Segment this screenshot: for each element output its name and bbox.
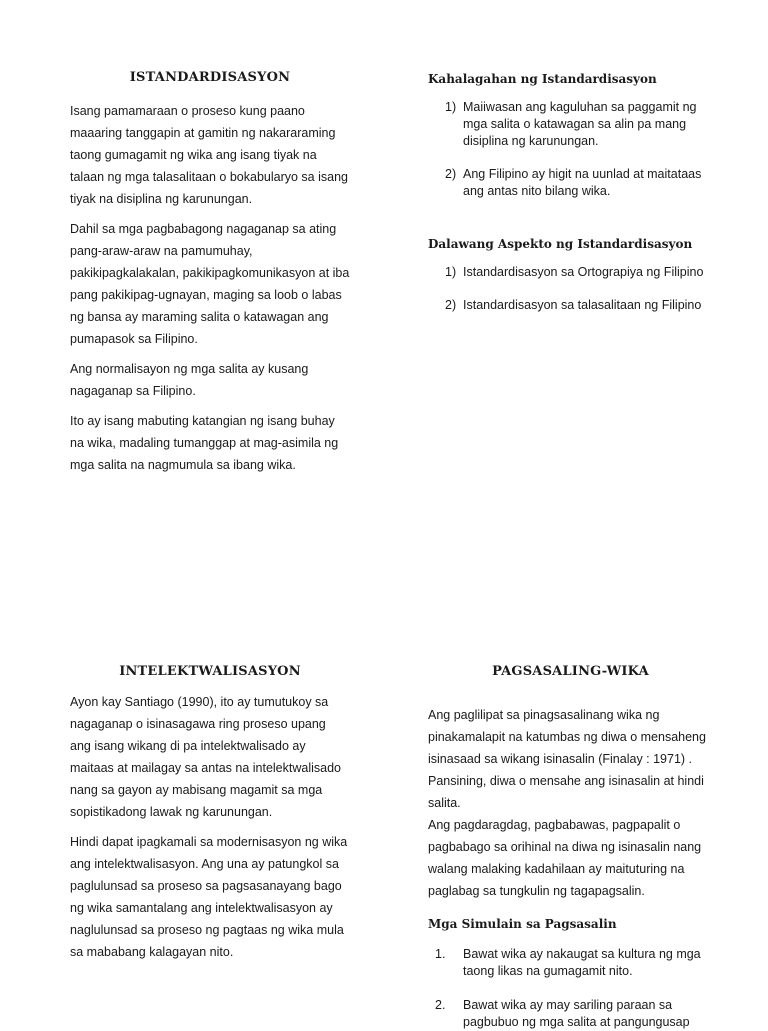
list-number: 1) — [445, 265, 457, 279]
istandardisasyon-paragraph-1: Isang pamamaraan o proseso kung paano maaaring tanggapin at gamitin ng nakararaming taong gumagamit ng wika ang isang tiyak na talaan ng mga talasalitaan o bokabularyo sa isang tiyak na disiplina ng karunungan. — [70, 104, 348, 206]
list-item-text: Istandardisasyon sa talasalitaan ng Filipino — [463, 298, 702, 312]
intelektwalisasyon-title: INTELEKTWALISASYON — [119, 664, 301, 679]
list-item-text: Maiiwasan ang kaguluhan sa paggamit ng mga salita o katawagan sa alin pa mang disiplina ng karunungan. — [463, 100, 697, 148]
list-number: 2. — [435, 998, 446, 1012]
intelektwalisasyon-paragraph-1: Ayon kay Santiago (1990), ito ay tumutukoy sa nagaganap o isinasagawa ring proseso upang ang isang wikang di pa intelektwalisado ay maitaas at mailagay sa antas na intelektwalisado nang sa gayon ay mabisang magamit sa mga sopistikadong lawak ng karunungan. — [70, 695, 341, 819]
pagsasaling-wika-paragraph-2: Ang pagdaragdag, pagbabawas, pagpapalit o pagbabago sa orihinal na diwa ng isinasalin nang walang malaking kadahilaan ay maituturing na paglabag sa tungkulin ng tagapagsalin. — [428, 818, 702, 898]
simulain-title: Mga Simulain sa Pagsasalin — [428, 917, 617, 931]
kahalagahan-section — [428, 72, 713, 200]
aspekto-section — [428, 237, 713, 314]
list-item-text: Istandardisasyon sa Ortograpiya ng Filipino — [463, 265, 704, 279]
pagsasaling-wika-section — [428, 664, 713, 910]
istandardisasyon-section — [70, 70, 350, 484]
simulain-section — [428, 917, 713, 1031]
list-item-text: Ang Filipino ay higit na uunlad at maitataas ang antas nito bilang wika. — [463, 167, 702, 198]
istandardisasyon-paragraph-2: Dahil sa mga pagbabagong nagaganap sa ating pang-araw-araw na pamumuhay, pakikipagkalakalan, pakikipagkomunikasyon at iba pang pakikipag-ugnayan, maging sa loob o labas ng bansa ay maraming salita o katawagan ang pumapasok sa Filipino. — [70, 222, 350, 346]
istandardisasyon-paragraph-3: Ang normalisayon ng mga salita ay kusang nagaganap sa Filipino. — [70, 362, 309, 398]
istandardisasyon-paragraph-4: Ito ay isang mabuting katangian ng isang buhay na wika, madaling tumanggap at mag-asimila ng mga salita na nagmumula sa ibang wika. — [70, 414, 339, 472]
list-item-text: Bawat wika ay nakaugat sa kultura ng mga taong likas na gumagamit nito. — [463, 947, 701, 978]
list-number: 1) — [445, 100, 457, 114]
list-number: 2) — [445, 298, 457, 312]
list-number: 2) — [445, 167, 457, 181]
simulain-item-1 — [428, 946, 713, 980]
intelektwalisasyon-paragraph-2: Hindi dapat ipagkamali sa modernisasyon ng wika ang intelektwalisasyon. Ang una ay patungkol sa paglulunsad sa proseso sa pagsasanayang bago ng wika samantalang ang intelektwalisasyon ay naglulunsad sa proseso ng pagtaas ng wika mula sa mababang kalagayan nito. — [70, 835, 348, 959]
intelektwalisasyon-section — [70, 664, 350, 971]
list-item-text: Bawat wika ay may sariling paraan sa pagbubuo ng mga salita at pangungusap — [463, 998, 690, 1029]
list-number: 1. — [435, 947, 446, 961]
aspekto-item-1 — [428, 264, 713, 281]
simulain-item-2 — [428, 997, 713, 1031]
pagsasaling-wika-paragraph-1: Ang paglilipat sa pinagsasalinang wika ng pinakamalapit na katumbas ng diwa o mensaheng isinasaad sa wikang isinasalin (Finalay : 1971) . Pansining, diwa o mensahe ang isinasalin at hindi salita. — [428, 708, 706, 810]
aspekto-title: Dalawang Aspekto ng Istandardisasyon — [428, 237, 693, 251]
istandardisasyon-title: ISTANDARDISASYON — [129, 70, 291, 85]
kahalagahan-item-2 — [428, 166, 713, 200]
kahalagahan-title: Kahalagahan ng Istandardisasyon — [428, 72, 657, 86]
pagsasaling-wika-title: PAGSASALING-WIKA — [492, 664, 649, 679]
kahalagahan-item-1 — [428, 99, 713, 150]
aspekto-item-2 — [428, 297, 713, 314]
